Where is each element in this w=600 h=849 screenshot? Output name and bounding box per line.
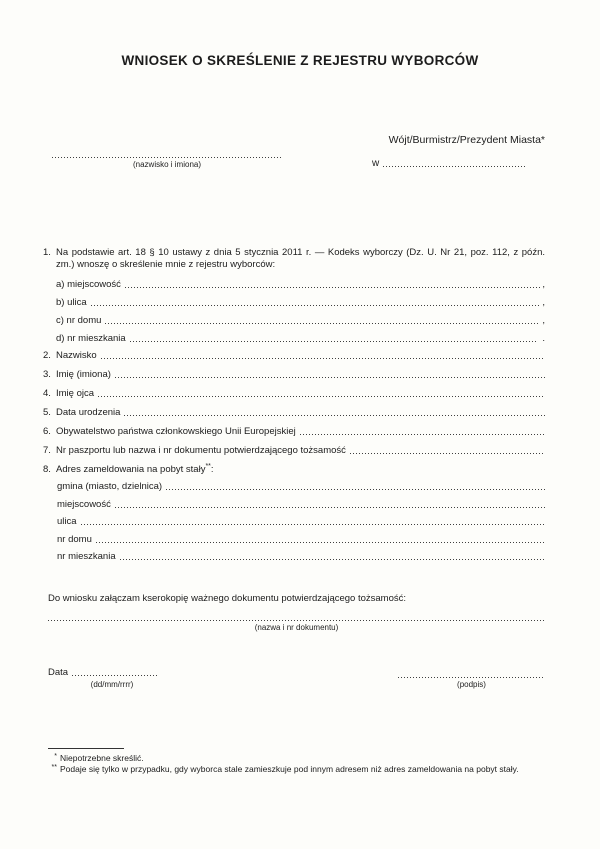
- footnote-text: Niepotrzebne skreślić.: [60, 753, 144, 763]
- field-data-urodzenia: [43, 399, 545, 418]
- signature-caption: (podpis): [457, 680, 486, 689]
- addressee: Wójt/Burmistrz/Prezydent Miasta*: [388, 134, 545, 146]
- field-imie-ojca: [43, 380, 545, 399]
- field-d-nr-mieszkania: [56, 326, 545, 344]
- dotted-line: [350, 453, 545, 454]
- dotted-line: [383, 166, 527, 167]
- items-2-7: [43, 342, 545, 456]
- item-1-subfields: [56, 272, 545, 344]
- field-label: nr mieszkania: [57, 551, 116, 563]
- field-label: Imię ojca: [56, 387, 95, 399]
- addressee-city-field: [372, 158, 527, 169]
- attachment-statement: Do wniosku załączam kserokopię ważnego dokumentu potwierdzającego tożsamość:: [48, 593, 407, 604]
- field-nazwisko: [43, 342, 545, 361]
- field-label: a) miejscowość: [56, 278, 121, 290]
- item-1-legal-basis: [43, 247, 545, 272]
- field-label: Imię (imiona): [56, 368, 111, 380]
- item-8-subfields: [57, 475, 545, 563]
- dotted-line: [98, 396, 545, 397]
- field-label: miejscowość: [57, 498, 111, 510]
- field-label: nr domu: [57, 533, 92, 545]
- dotted-line: [105, 323, 540, 324]
- date-field: [48, 666, 158, 689]
- attachment-caption: (nazwa i nr dokumentu): [254, 623, 339, 632]
- dotted-line: [48, 620, 545, 621]
- addressee-in-label: w: [372, 158, 380, 169]
- item-number: 5.: [43, 406, 51, 418]
- dotted-line: [115, 507, 545, 508]
- dotted-line: [91, 305, 541, 306]
- date-caption: (dd/mm/rrrr): [90, 680, 134, 689]
- dotted-line: [81, 524, 545, 525]
- field-c-nr-domu: [56, 308, 545, 326]
- footnote-1: [44, 753, 588, 764]
- field-b-ulica: [56, 290, 545, 308]
- field-label: Obywatelstwo państwa członkowskiego Unii Europejskiej: [56, 425, 296, 437]
- item-number: 6.: [43, 425, 51, 437]
- dotted-line: [115, 377, 545, 378]
- item-number: 8.: [43, 463, 51, 475]
- item-number: 2.: [43, 349, 51, 361]
- field-suffix: .: [542, 332, 545, 344]
- footnote-divider: [48, 748, 124, 749]
- field-label: c) nr domu: [56, 314, 102, 326]
- field-miejscowosc-2: [57, 492, 545, 510]
- footnote-2: [44, 764, 588, 775]
- item-number: 1.: [43, 247, 51, 258]
- signature-section: [48, 666, 545, 689]
- field-suffix: ,: [542, 296, 545, 308]
- dotted-line: [124, 415, 545, 416]
- footnote-text: Podaje się tylko w przypadku, gdy wyborca stale zamieszkuje pod innym adresem niż adres zameldowania na pobyt stały.: [60, 763, 519, 774]
- field-suffix: ,: [542, 314, 545, 326]
- item-number: 4.: [43, 387, 51, 399]
- field-nr-mieszkania-2: [57, 545, 545, 563]
- field-a-miejscowosc: [56, 272, 545, 290]
- field-label: ulica: [57, 516, 77, 528]
- footnote-marker: **: [205, 462, 211, 470]
- field-label: gmina (miasto, dzielnica): [57, 481, 163, 493]
- item-1-text: Na podstawie art. 18 § 10 ustawy z dnia 5 stycznia 2011 r. — Kodeks wyborczy (Dz. U. Nr 21, poz. 112, z późn. zm.) wnoszę o skreślenie mnie z rejestru wyborców:: [56, 247, 545, 271]
- field-label: b) ulica: [56, 296, 87, 308]
- field-nr-domu-2: [57, 527, 545, 545]
- field-suffix: ,: [542, 278, 545, 290]
- dotted-line: [125, 287, 540, 288]
- field-ulica-2: [57, 510, 545, 528]
- footnote-marker: *: [54, 753, 57, 760]
- field-gmina: [57, 475, 545, 493]
- dotted-line: [96, 542, 545, 543]
- item-8-label: Adres zameldowania na pobyt stały**:: [56, 462, 214, 475]
- item-number: 3.: [43, 368, 51, 380]
- form-title: WNIOSEK O SKREŚLENIE Z REJESTRU WYBORCÓW: [121, 53, 479, 68]
- field-label: Data urodzenia: [56, 406, 121, 418]
- item-8-header: [43, 456, 545, 475]
- field-label: Nazwisko: [56, 349, 97, 361]
- attachment-section: [48, 593, 545, 632]
- form-body: [43, 247, 545, 562]
- dotted-line: [52, 157, 282, 158]
- dotted-line: [120, 559, 545, 560]
- field-nr-paszportu: [43, 437, 545, 456]
- dotted-line: [398, 677, 545, 678]
- date-label: Data: [48, 667, 69, 678]
- dotted-line: [101, 358, 545, 359]
- dotted-line: [166, 489, 545, 490]
- field-label: d) nr mieszkania: [56, 332, 126, 344]
- applicant-name-caption: (nazwisko i imiona): [132, 160, 202, 169]
- signature-field: [398, 666, 545, 689]
- dotted-line: [130, 341, 539, 342]
- item-number: 7.: [43, 444, 51, 456]
- dotted-line: [300, 434, 545, 435]
- field-imie-imiona: [43, 361, 545, 380]
- footnotes: [44, 748, 588, 774]
- field-obywatelstwo: [43, 418, 545, 437]
- footnote-marker: **: [51, 763, 57, 771]
- applicant-name-field: [52, 157, 282, 169]
- dotted-line: [72, 675, 158, 676]
- field-label: Nr paszportu lub nazwa i nr dokumentu potwierdzającego tożsamość: [56, 444, 346, 456]
